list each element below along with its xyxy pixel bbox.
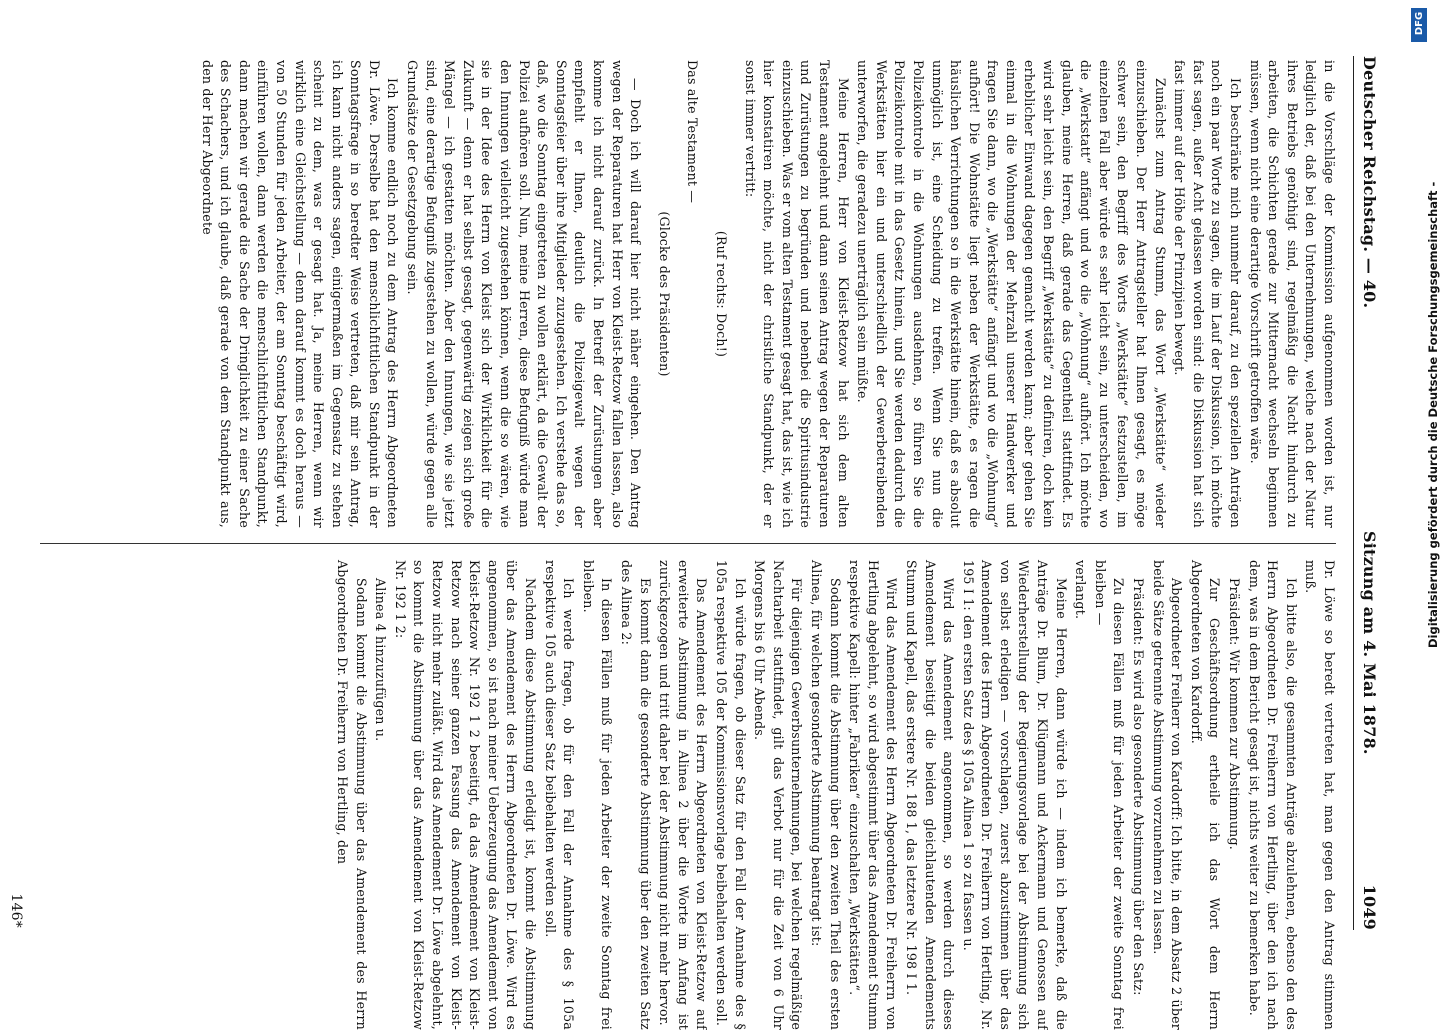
paragraph: Das alte Testament —: [685, 60, 701, 204]
paragraph: Meine Herren, Herr von Kleist-Retzow hat sich dem alten Testament angelehnt und dann seinen Antrag wegen der Reparaturen und Zurüstungen zu begründen und nebenbei die Spiritusindustrie einzuschieben. Was er vom alten Testament gesagt hat, das ist, wie ich hier konstatiren möchte, nicht der christliche Standpunkt, der er sonst immer vertritt:: [742, 60, 851, 529]
quoted-clause: Für diejenigen Gewerbsunternehmungen, bei welchen regelmäßige Nachtarbeit stattfindet, gilt das Verbot nur für die Zeit von 6 Uhr Morgens bis 6 Uhr Abends.: [752, 560, 805, 1030]
quoted-clause: Zu diesen Fällen muß für jeden Arbeiter der zweite Sonntag frei bleiben —: [1092, 560, 1127, 1030]
header-rule: [1353, 56, 1354, 930]
paragraph: Abgeordneter Freiherr von Kardorff: Ich bitte, in dem Absatz 2 über beide Sätze getrennte Abstimmung vorzunehmen zu lassen.: [1150, 560, 1185, 1030]
interjection: (Glocke des Präsidenten): [656, 211, 672, 377]
paragraph: Ich beschränke mich nunmehr darauf, zu den speziellen Anträgen noch ein paar Worte zu sagen, die im Lauf der Diskussion, ich möchte fast sagen, außer Acht gelassen worden sind: die Diskussion hat sich fast immer auf der Höhe der Prinzipien bewegt.: [1172, 60, 1244, 528]
paragraph: Das Amendement des Herrn Abgeordneten von Kleist-Retzow auf erweiterte Abstimmung in Alinea 2 über die Worte im Anfang ist zurückgezogen und tritt daher bei der Abstimmung nicht mehr hervor.: [657, 560, 710, 1030]
paragraph: Sodann kommt die Abstimmung über das Amendement des Herrn Abgeordneten Dr. Freiherrn von Hertling, den: [335, 560, 369, 1030]
session-date: Sitzung am 4. Mai 1878.: [1360, 531, 1379, 755]
paragraph: Zunächst zum Antrag Stumm, das Wort „Werkstätte“ wieder einzuschieben. Der Herr Antragsteller hat Ihnen gesagt, es möge schwer sein, den Begriff des Worts „Werkstätte“ festzustellen, im einzelnen Fall aber würde es sehr leicht sein, zu unterscheiden, wo die „Werkstatt“ anfängt und wo die „Wohnung“ aufhört. Ich möchte glauben, meine Herren, daß gerade das Gegentheil stattfindet. Es wird sehr leicht sein, den Begriff „Werkstätte“ zu definiren, doch kein erheblicher Einwand dagegen gemacht werden kann; aber gehen Sie einmal in die Wohnungen der Mehrzahl unserer Handwerker und fragen Sie dann, wo die „Werkstätte“ anfängt und wo die „Wohnung“ aufhört! Die Wohnstätte liegt neben der Werkstätte, es ragen die häuslichen Verrichtungen so in die Werkstätte hinein, daß es absolut unmöglich ist, eine Scheidung zu treffen. Wenn Sie nun die Polizeikontrole in die Wohnungen ausdehnen, so führen Sie die Polizeikontrole mit in das Gesetz hinein, und Sie werden dadurch die Werkstätten hier ein und unterschiedlich der Gewerbetreibenden unterworfen, die geradezu unerträglich sein müßte.: [855, 60, 1168, 528]
quoted-clause: In diesen Fällen muß für jeden Arbeiter der zweite Sonntag frei bleiben.: [580, 560, 615, 1030]
dfg-logo-text: DFG: [1414, 11, 1426, 36]
paragraph: Es kommt dann die gesonderte Abstimmung über den zweiten Satz des Alinea 2:: [619, 560, 653, 1030]
left-column: [196, 60, 1338, 528]
paragraph: verlangt.: [1073, 560, 1089, 620]
paragraph: Sodann kommt die Abstimmung über den zweiten Theil des ersten Alinea, für welchen gesonderte Abstimmung beantragt ist:: [808, 560, 843, 1030]
signature-mark: 146*: [7, 893, 24, 928]
paragraph: Präsident: Wir kommen zur Abstimmung.: [1227, 578, 1243, 850]
paragraph: Präsident: Es wird also gesonderte Abstimmung über den Satz:: [1131, 578, 1147, 996]
paragraph: in die Vorschläge der Kommission aufgenommen worden ist, nur lediglich der, daß bei den Unternehmungen, welche nach der Natur ihres Betriebs genöthigt sind, regelmäßig die Nacht hindurch zu arbeiten, die Schichten gerade zur Mitternacht wechseln beginnen müssen, wenn nicht eine derartige Vorschrift getroffen wäre.: [1247, 60, 1337, 528]
paragraph: Wird das Amendement angenommen, so werden durch dieses Amendement beseitigt die beiden gleichlautenden Amendements Stumm und Kapell, das erstere Nr. 188 1, das letztere Nr. 198 I 1.: [903, 560, 957, 1030]
paragraph: Meine Herren, dann würde ich — indem ich bemerke, daß die Anträge Dr. Blum, Dr. Klügmann und Ackermann und Genossen auf Wiederherstellung der Regierungsvorlage bei der Abstimmung sich von selbst erledigen — vorschlagen, zuerst abzustimmen über das Amendement des Herrn Abgeordneten Dr. Freiherrn von Hertling, Nr. 195 I 1: den ersten Satz des § 105a Alinea 1 so zu fassen u.: [960, 560, 1069, 1030]
paragraph: Wird das Amendement des Herrn Abgeordneten Dr. Freiherrn von Hertling abgelehnt, so wird abgestimmt über das Amendement Stumm respektive Kapell: hinter „Fabriken“ einzuschalten „Werkstätten“.: [847, 560, 900, 1030]
running-title: Deutscher Reichstag. — 40.: [1360, 56, 1379, 309]
paragraph: Dr. Löwe so beredt vertreten hat, man gegen den Antrag stimmen muß.: [1303, 560, 1337, 1030]
paragraph: — Doch ich will darauf hier nicht näher eingehen. Den Antrag wegen der Reparaturen hat Herr von Kleist-Retzow fallen lassen, also komme ich nicht darauf zurück. In Betreff der Zurüstungen aber empfiehlt er Ihnen, deutlich die Polizeigewalt wegen der Sonntagsfeier über ihre Mitglieder zuzugestehen. Ich verstehe das so, daß, wo die Sonntag eingetreten zu wollen erklärt, da die Gewalt der Polizei aufhören soll. Nun, meine Herren, diese Befugniß würde man den Innungen vielleicht zugestehen können, wenn die so wären, wie sie in der Idee des Herrn von Kleist sich der Wirklichkeit für die Zukunft — denn er hat selbst gesagt, gegenwärtig zeigen sich große Mängel — ich gestatten möchten. Aber den Innungen, wie sie jetzt sind, eine derartige Befugniß zugestehen zu wollen, würde gegen alle Grundsätze der Gesetzgebung sein.: [405, 60, 644, 528]
quoted-clause: Alinea 4 hinzuzufügen u.: [373, 578, 389, 742]
dfg-logo: [1411, 8, 1427, 42]
paragraph: Ich komme endlich noch zu dem Antrag des Herrn Abgeordneten Dr. Löwe. Derselbe hat den menschlichfittlichen Standpunkt in der Sonntagsfrage in so beredter Weise vertreten, daß mir sein Antrag, ich kann nicht anders sagen, einigermaßen im Gegensatz zu stehen scheint zu dem, was er gesagt hat. Ja, meine Herren, wenn wir wirklich eine Gleichstellung — denn darauf kommt es doch heraus — von 50 Stunden für jeden Arbeiter, der am Sonntag beschäftigt wird, einführen wollen, dann werden die menschlichfittlichen Standpunkt, dann machen wir gerade die Sache der Dringlichkeit zu einer Sache des Schachers, und ich glaube, daß gerade von dem Standpunkt aus, den der Herr Abgeordnete: [199, 60, 401, 528]
page-number: 1049: [1360, 884, 1379, 930]
paragraph: Nachdem diese Abstimmung erledigt ist, kommt die Abstimmung über das Amendement des Herrn Abgeordneten Dr. Löwe. Wird es angenommen, so ist nach meiner Ueberzeugung das Amendement von Kleist-Retzow Nr. 192 1 2 beseitigt, da das Amendement von Kleist-Retzow nach seiner ganzen Fassung das Amendement von Kleist-Retzow nicht mehr zuläßt. Wird das Amendement Dr. Löwe abgelehnt, so kommt die Abstimmung über das Amendement von Kleist-Retzow Nr. 192 1 2:: [392, 560, 539, 1030]
interjection: (Ruf rechts: Doch!): [714, 230, 729, 358]
right-column: [332, 560, 1338, 1030]
column-divider: [40, 543, 1336, 544]
paragraph: Ich werde fragen, ob für den Fall der Annahme des § 105a respektive 105 auch dieser Satz beibehalten werden soll.: [542, 560, 577, 1030]
page-header: [1352, 56, 1392, 930]
paragraph: Ich würde fragen, ob dieser Satz für den Fall der Annahme des § 105a respektive 105 der Kommissionsvorlage beibehalten werden soll.: [714, 560, 748, 1030]
dfg-sidebar: [1410, 8, 1440, 688]
dfg-funding-note: Digitalisierung gefördert durch die Deutsche Forschungsgemeinschaft -: [1426, 181, 1440, 648]
paragraph: Zur Geschäftsordnung ertheile ich das Wort dem Herrn Abgeordneten von Kardorff.: [1188, 560, 1223, 1030]
paragraph: Ich bitte also, die gesammten Anträge abzulehnen, ebenso den des Herrn Abgeordneten Dr. Freiherrn von Hertling, über den ich nach dem, was in dem Bericht gesagt ist, nichts weiter zu bemerken habe.: [1246, 560, 1299, 1030]
